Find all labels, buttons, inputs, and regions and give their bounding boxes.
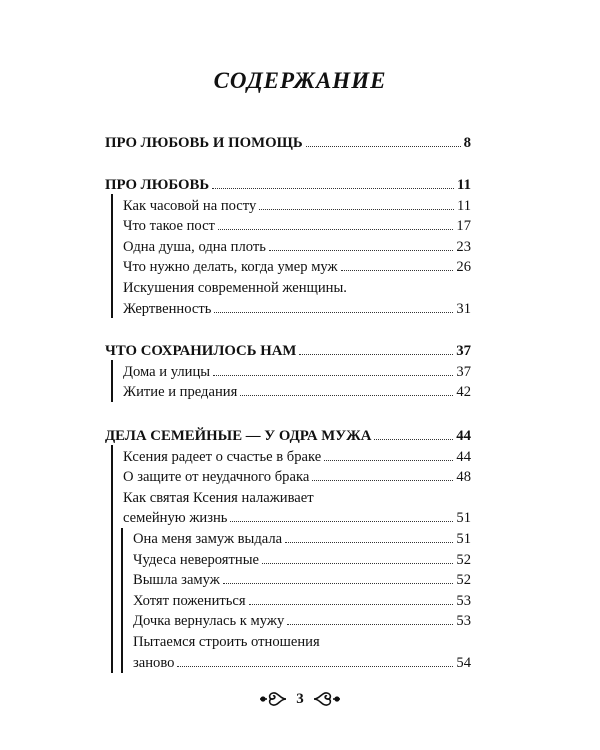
toc-section-2 (105, 175, 471, 319)
toc-page-number: 42 (456, 384, 471, 401)
toc-page-number: 37 (456, 363, 471, 380)
toc-heading[interactable] (105, 133, 471, 154)
toc-heading[interactable] (105, 175, 471, 196)
toc-section-1 (105, 133, 471, 154)
toc-entry-text: Как часовой на посту (123, 197, 257, 214)
dot-leader (269, 250, 453, 251)
toc-page-number: 8 (463, 135, 471, 151)
toc-page-number: 54 (456, 654, 471, 671)
dot-leader (249, 604, 454, 605)
dot-leader (213, 375, 453, 376)
toc-entry[interactable] (105, 447, 471, 468)
toc-page-number: 51 (456, 530, 471, 547)
toc-page-number: 11 (456, 197, 471, 214)
page-footer (0, 688, 600, 710)
toc-entry[interactable] (105, 196, 471, 217)
dot-leader (312, 480, 453, 481)
toc-page-number: 26 (456, 259, 471, 276)
toc-page-number: 53 (456, 613, 471, 630)
toc-entry[interactable] (105, 382, 471, 403)
toc-entry-line1[interactable]: Искушения современной женщины. (123, 279, 347, 296)
toc-page-number: 23 (456, 238, 471, 255)
toc-entry[interactable] (105, 237, 471, 258)
dot-leader (240, 395, 453, 396)
dot-leader (223, 583, 454, 584)
dot-leader (299, 354, 453, 355)
toc-subentry[interactable] (105, 611, 471, 632)
toc-entry-line1[interactable]: Как святая Ксения налаживает (123, 489, 314, 506)
toc-heading[interactable] (105, 426, 471, 447)
toc-entry-text: семейную жизнь (123, 510, 228, 527)
toc-entry-text: Дочка вернулась к мужу (133, 613, 285, 630)
dot-leader (285, 542, 453, 543)
dot-leader (177, 666, 453, 667)
toc-entry-text: Ксения радеет о счастье в браке (123, 448, 322, 465)
page-number: 3 (296, 690, 304, 707)
toc-entry-text: Вышла замуж (133, 572, 220, 589)
toc-entry-text: Одна душа, одна плоть (123, 238, 266, 255)
dot-leader (374, 439, 453, 440)
toc-entry-text: Житие и предания (123, 384, 238, 401)
toc-section-3 (105, 341, 471, 403)
toc-subentry-line1[interactable]: Пытаемся строить отношения (133, 633, 320, 650)
toc-entry-text: Что нужно делать, когда умер муж (123, 259, 338, 276)
toc-subentry[interactable] (105, 591, 471, 612)
dot-leader (341, 270, 454, 271)
toc-subentry[interactable] (105, 529, 471, 550)
toc-entry-text: Чудеса невероятные (133, 551, 259, 568)
toc-page-number: 52 (456, 572, 471, 589)
toc-entry-text: Дома и улицы (123, 363, 211, 380)
toc-page-number: 48 (456, 469, 471, 486)
dot-leader (324, 460, 453, 461)
toc-entry[interactable] (105, 508, 471, 529)
dot-leader (230, 521, 453, 522)
ornament-left-icon (258, 688, 288, 710)
toc-page-number: 31 (456, 300, 471, 317)
toc-entry-text: заново (133, 654, 175, 671)
toc-page-number: 17 (456, 218, 471, 235)
toc-heading-text: ПРО ЛЮБОВЬ (105, 177, 210, 193)
dot-leader (212, 188, 454, 189)
toc-entry[interactable] (105, 299, 471, 320)
toc-subentry[interactable] (105, 550, 471, 571)
dot-leader (214, 312, 453, 313)
dot-leader (218, 229, 453, 230)
toc-entry[interactable] (105, 467, 471, 488)
toc-page-number: 37 (456, 343, 471, 359)
toc-page-number: 53 (456, 592, 471, 609)
toc-entry[interactable] (105, 216, 471, 237)
ornament-right-icon (312, 688, 342, 710)
toc-heading-text: ПРО ЛЮБОВЬ И ПОМОЩЬ (105, 135, 303, 151)
toc-entry-text: Хотят пожениться (133, 592, 246, 609)
toc-subentry[interactable] (105, 570, 471, 591)
toc-page-number: 52 (456, 551, 471, 568)
page-title: СОДЕРЖАНИЕ (213, 68, 387, 93)
toc-page-number: 11 (457, 177, 471, 193)
toc-entry-text: Она меня замуж выдала (133, 530, 283, 547)
toc-entry-text: Жертвенность (123, 300, 212, 317)
dot-leader (287, 624, 453, 625)
dot-leader (259, 209, 454, 210)
toc-page-number: 51 (456, 510, 471, 527)
toc-entry[interactable] (105, 257, 471, 278)
toc-entry[interactable] (105, 362, 471, 383)
toc-subentry[interactable] (105, 653, 471, 674)
toc-heading[interactable] (105, 341, 471, 362)
toc-entry-text: Что такое пост (123, 218, 215, 235)
toc-entry-text: О защите от неудачного брака (123, 469, 310, 486)
toc-page-number: 44 (456, 448, 471, 465)
toc-page-number: 44 (456, 428, 471, 444)
toc-heading-text: ДЕЛА СЕМЕЙНЫЕ — У ОДРА МУЖА (105, 428, 372, 444)
dot-leader (306, 146, 461, 147)
toc-section-4 (105, 426, 471, 673)
dot-leader (262, 563, 453, 564)
toc-heading-text: ЧТО СОХРАНИЛОСЬ НАМ (105, 343, 297, 359)
